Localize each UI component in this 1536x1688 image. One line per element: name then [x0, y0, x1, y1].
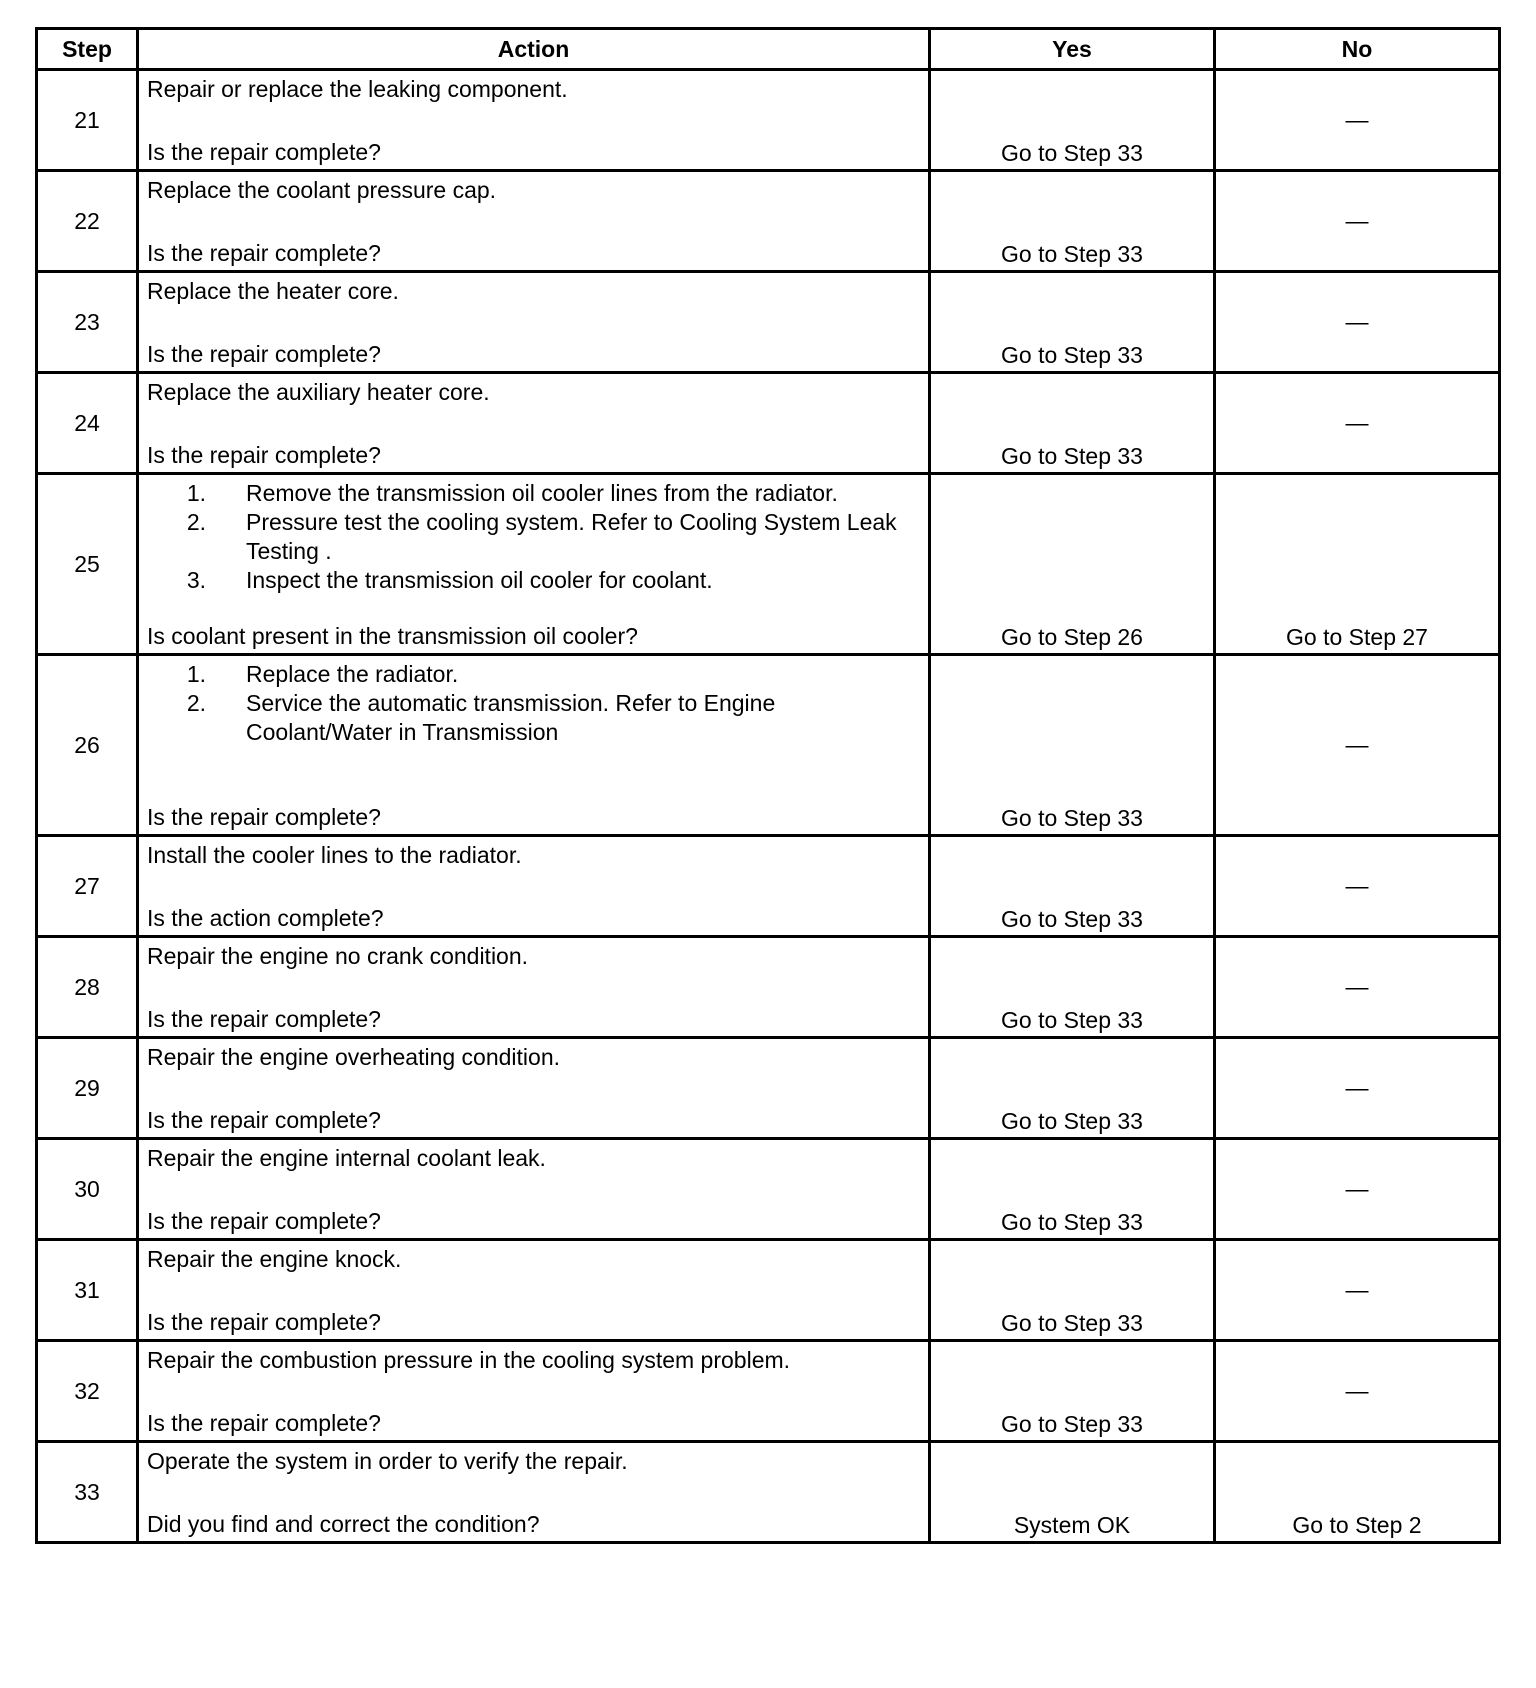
- no-cell: [1215, 655, 1500, 836]
- no-cell: [1215, 1240, 1500, 1341]
- action-question: Is the repair complete?: [147, 1309, 381, 1335]
- table-row: [37, 70, 1500, 171]
- action-question: Is coolant present in the transmission oil cooler?: [147, 623, 638, 649]
- action-question: Is the repair complete?: [147, 1410, 381, 1436]
- action-question: Is the repair complete?: [147, 240, 381, 266]
- header-yes: Yes: [930, 29, 1215, 70]
- step-number: 33: [37, 1442, 138, 1543]
- step-number: 30: [37, 1139, 138, 1240]
- no-cell: [1215, 836, 1500, 937]
- table-row: [37, 1139, 1500, 1240]
- no-cell: [1215, 474, 1500, 655]
- no-cell: [1215, 272, 1500, 373]
- action-list-item: [147, 660, 920, 689]
- yes-cell: [930, 171, 1215, 272]
- action-question: Is the repair complete?: [147, 1006, 381, 1032]
- action-cell: [138, 1442, 930, 1543]
- yes-result: Go to Step 33: [1001, 1411, 1143, 1437]
- step-number: 25: [37, 474, 138, 655]
- step-number: 21: [37, 70, 138, 171]
- no-cell: [1215, 1341, 1500, 1442]
- header-no: No: [1215, 29, 1500, 70]
- step-number: 27: [37, 836, 138, 937]
- yes-result: Go to Step 33: [1001, 241, 1143, 267]
- action-question: Is the action complete?: [147, 905, 384, 931]
- action-question: Is the repair complete?: [147, 804, 381, 830]
- yes-cell: [930, 373, 1215, 474]
- yes-result: Go to Step 33: [1001, 805, 1143, 831]
- yes-result: Go to Step 33: [1001, 342, 1143, 368]
- action-text: Replace the coolant pressure cap.: [147, 177, 497, 203]
- action-cell: [138, 1240, 930, 1341]
- action-text: Repair the engine knock.: [147, 1246, 402, 1272]
- action-question: Is the repair complete?: [147, 442, 381, 468]
- step-number: 28: [37, 937, 138, 1038]
- no-cell: [1215, 1139, 1500, 1240]
- yes-cell: [930, 70, 1215, 171]
- action-cell: [138, 655, 930, 836]
- not-applicable-dash: —: [1345, 409, 1369, 436]
- not-applicable-dash: —: [1345, 106, 1369, 133]
- not-applicable-dash: —: [1345, 973, 1369, 1000]
- list-item-text: Inspect the transmission oil cooler for coolant.: [246, 567, 713, 593]
- table-row: [37, 1442, 1500, 1543]
- no-result: Go to Step 27: [1286, 624, 1428, 650]
- diagnostic-table: [35, 27, 1501, 1544]
- no-cell: [1215, 1038, 1500, 1139]
- yes-cell: [930, 1240, 1215, 1341]
- table-row: [37, 655, 1500, 836]
- yes-result: Go to Step 33: [1001, 140, 1143, 166]
- not-applicable-dash: —: [1345, 1074, 1369, 1101]
- step-number: 23: [37, 272, 138, 373]
- list-item-number: 1.: [186, 480, 206, 506]
- list-item-text: Pressure test the cooling system. Refer to Cooling System Leak Testing .: [246, 509, 897, 564]
- header-step: Step: [37, 29, 138, 70]
- no-result: Go to Step 2: [1292, 1512, 1422, 1538]
- action-cell: [138, 937, 930, 1038]
- action-step-list: [147, 479, 920, 595]
- action-cell: [138, 272, 930, 373]
- yes-cell: [930, 272, 1215, 373]
- list-item-number: 3.: [186, 567, 206, 593]
- yes-cell: [930, 1139, 1215, 1240]
- table-row: [37, 1038, 1500, 1139]
- action-cell: [138, 171, 930, 272]
- action-question: Is the repair complete?: [147, 341, 381, 367]
- table-row: [37, 836, 1500, 937]
- step-number: 22: [37, 171, 138, 272]
- action-question: Did you find and correct the condition?: [147, 1511, 540, 1537]
- no-cell: [1215, 373, 1500, 474]
- yes-cell: [930, 836, 1215, 937]
- not-applicable-dash: —: [1345, 731, 1369, 758]
- step-number: 32: [37, 1341, 138, 1442]
- step-number: 26: [37, 655, 138, 836]
- yes-cell: [930, 474, 1215, 655]
- table-row: [37, 937, 1500, 1038]
- action-text: Replace the auxiliary heater core.: [147, 379, 490, 405]
- action-list-item: [147, 689, 920, 747]
- no-cell: [1215, 937, 1500, 1038]
- yes-cell: [930, 1341, 1215, 1442]
- action-text: Repair or replace the leaking component.: [147, 76, 568, 102]
- yes-cell: [930, 937, 1215, 1038]
- no-cell: [1215, 70, 1500, 171]
- header-action: Action: [138, 29, 930, 70]
- action-cell: [138, 1038, 930, 1139]
- action-question: Is the repair complete?: [147, 1107, 381, 1133]
- action-list-item: [147, 566, 920, 595]
- yes-cell: [930, 1038, 1215, 1139]
- action-cell: [138, 1341, 930, 1442]
- no-cell: [1215, 171, 1500, 272]
- list-item-number: 1.: [186, 661, 206, 687]
- not-applicable-dash: —: [1345, 1276, 1369, 1303]
- action-cell: [138, 1139, 930, 1240]
- table-row: [37, 373, 1500, 474]
- step-number: 24: [37, 373, 138, 474]
- table-row: [37, 1341, 1500, 1442]
- action-text: Operate the system in order to verify the repair.: [147, 1448, 628, 1474]
- list-item-text: Replace the radiator.: [246, 661, 459, 687]
- not-applicable-dash: —: [1345, 207, 1369, 234]
- yes-cell: [930, 655, 1215, 836]
- yes-result: Go to Step 33: [1001, 906, 1143, 932]
- not-applicable-dash: —: [1345, 308, 1369, 335]
- list-item-number: 2.: [186, 690, 206, 716]
- yes-result: Go to Step 33: [1001, 1209, 1143, 1235]
- table-row: [37, 1240, 1500, 1341]
- action-question: Is the repair complete?: [147, 139, 381, 165]
- action-text: Repair the engine no crank condition.: [147, 943, 529, 969]
- action-text: Repair the engine overheating condition.: [147, 1044, 561, 1070]
- not-applicable-dash: —: [1345, 1377, 1369, 1404]
- table-header-row: [37, 29, 1500, 70]
- table-row: [37, 474, 1500, 655]
- step-number: 29: [37, 1038, 138, 1139]
- step-number: 31: [37, 1240, 138, 1341]
- list-item-number: 2.: [186, 509, 206, 535]
- yes-result: Go to Step 26: [1001, 624, 1143, 650]
- table-row: [37, 272, 1500, 373]
- yes-result: Go to Step 33: [1001, 1007, 1143, 1033]
- list-item-text: Service the automatic transmission. Refer to Engine Coolant/Water in Transmission: [246, 690, 776, 745]
- action-question: Is the repair complete?: [147, 1208, 381, 1234]
- action-list-item: [147, 508, 920, 566]
- action-step-list: [147, 660, 920, 747]
- table-row: [37, 171, 1500, 272]
- yes-result: Go to Step 33: [1001, 443, 1143, 469]
- action-cell: [138, 70, 930, 171]
- yes-cell: [930, 1442, 1215, 1543]
- yes-result: System OK: [1013, 1512, 1131, 1538]
- list-item-text: Remove the transmission oil cooler lines from the radiator.: [246, 480, 838, 506]
- yes-result: Go to Step 33: [1001, 1310, 1143, 1336]
- no-cell: [1215, 1442, 1500, 1543]
- action-cell: [138, 373, 930, 474]
- action-list-item: [147, 479, 920, 508]
- action-text: Repair the engine internal coolant leak.: [147, 1145, 546, 1171]
- action-cell: [138, 474, 930, 655]
- action-cell: [138, 836, 930, 937]
- not-applicable-dash: —: [1345, 1175, 1369, 1202]
- action-text: Install the cooler lines to the radiator.: [147, 842, 522, 868]
- not-applicable-dash: —: [1345, 872, 1369, 899]
- yes-result: Go to Step 33: [1001, 1108, 1143, 1134]
- action-text: Replace the heater core.: [147, 278, 399, 304]
- action-text: Repair the combustion pressure in the cooling system problem.: [147, 1347, 791, 1373]
